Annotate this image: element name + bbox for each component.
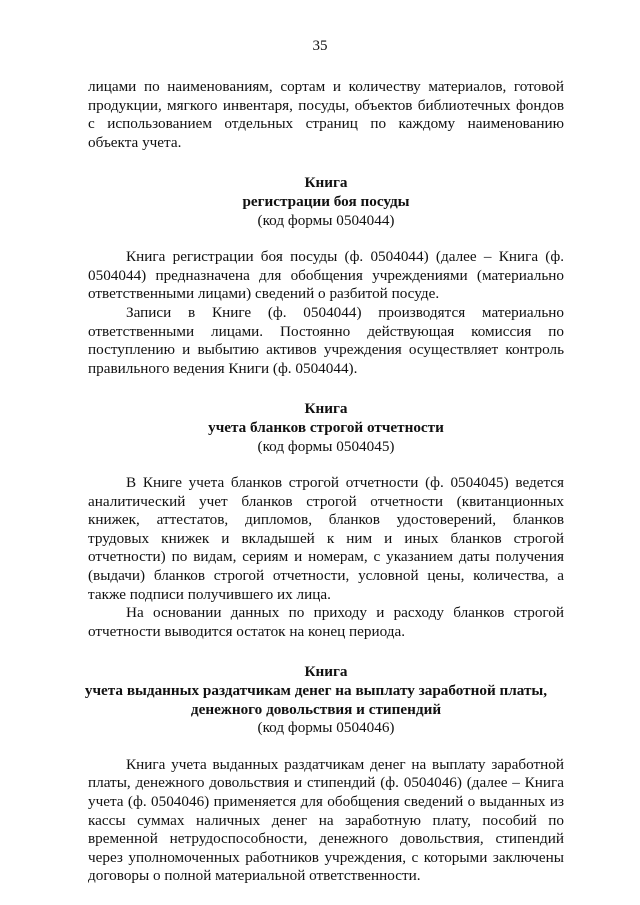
section-title: Книга [304,663,348,681]
section-heading-payroll-distributors [84,663,564,737]
section-subtitle: регистрации боя посуды [242,192,410,210]
spacer [88,152,564,174]
section-subtitle: учета бланков строгой отчетности [208,418,444,436]
section-heading-strict-forms [88,400,564,456]
section-title: Книга [304,400,348,418]
section-paragraph: Книга учета выданных раздатчикам денег на выплату заработной платы, денежного довольствия и стипендий (ф. 0504046) (далее – Книга учета (ф. 0504046) применяется для обобщения сведений о выданных из кассы суммах наличных денег на заработную плату, пособий по временной нетрудоспособности, денежного довольствия, стипендий через уполномоченных работников учреждения, с которыми заключены договоры о полной материальной ответственности. [88,755,564,885]
section-paragraph: Книга регистрации боя посуды (ф. 0504044) (далее – Книга (ф. 0504044) предназначена для обобщения учреждениями (материально ответственными лицами) сведений о разбитой посуде. [88,248,564,303]
form-code: (код формы 0504045) [257,437,395,455]
spacer [88,456,564,474]
section-paragraph: На основании данных по приходу и расходу бланков строгой отчетности выводится остаток на конец периода. [88,604,564,640]
spacer [88,738,564,756]
section-paragraph: В Книге учета бланков строгой отчетности (ф. 0504045) ведется аналитический учет бланков строгой отчетности (квитанционных книжек, аттестатов, дипломов, бланков удостоверений, бланков трудовых книжек и вкладышей к ним и иных бланков строгой отчетности) по видам, сериям и номерам, с указанием даты получения (выдачи) бланков строгой отчетности, условной цены, количества, а также подписи получившего их лица. [88,474,564,603]
section-heading-dish-breakage [88,174,564,230]
section-paragraph: Записи в Книге (ф. 0504044) производятся материально ответственными лицами. Постоянно действующая комиссия по поступлению и выбытию активов учреждения осуществляет контроль правильного ведения Книги (ф. 0504044). [88,303,564,377]
form-code: (код формы 0504046) [257,719,395,737]
document-body [84,78,564,886]
spacer [88,641,564,663]
form-code: (код формы 0504044) [257,211,395,229]
page-number: 35 [312,38,328,54]
intro-paragraph: лицами по наименованиям, сортам и количеству материалов, готовой продукции, мягкого инвентаря, посуды, объектов библиотечных фондов с использованием отдельных страниц по каждому наименованию объекта учета. [88,78,564,151]
spacer [88,378,564,400]
spacer [88,230,564,248]
section-subtitle: учета выданных раздатчикам денег на выплату заработной платы, денежного довольствия и стипендий [84,682,548,718]
section-title: Книга [304,174,348,192]
